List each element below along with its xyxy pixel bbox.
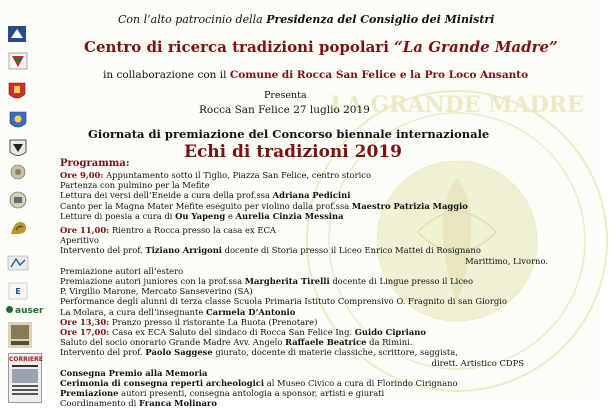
program-line: dirett. Artistico CDPS [431, 357, 524, 368]
program-line: Ore 9,00: Appuntamento sotto il Tiglio, Piazza San Felice, centro storico [60, 170, 371, 180]
svg-text:LA GRANDE MADRE: LA GRANDE MADRE [330, 92, 584, 118]
program-line: Partenza con pulmino per la Mefite [60, 180, 210, 191]
sponsor-logo-10 [8, 282, 28, 300]
program-line: Ore 11,00: Rientro a Rocca presso la casa ex ECA [60, 225, 276, 236]
auser-logo: auser [6, 306, 52, 318]
center-name: Centro di ricerca tradizioni popolari [84, 38, 395, 56]
presenta-label: Presenta [264, 90, 307, 101]
corriere-newspaper-logo: CORRIERE [8, 353, 42, 403]
program-line: Premiazione autori juniores con la prof.ssa Margherita Tirelli docente di Lingue presso il Liceo [60, 276, 474, 287]
sponsor-logo-6 [8, 164, 28, 180]
association-crest-logo [8, 138, 28, 160]
regione-campania-logo [8, 52, 28, 70]
program-line: P. Virgilio Marone, Mercato Sanseverino (SA) [60, 286, 253, 297]
program-line: Intervento del prof. Tiziano Arrigoni docente di Storia presso il Liceo Enrico Mattei di Rosignano [60, 245, 481, 256]
collaboration-line [103, 69, 528, 81]
program-line: Marittimo, Livorno. [465, 255, 548, 266]
program-line: Premiazione autori presenti, consegna antologia a sponsor, artisti e giurati [60, 388, 385, 399]
sponsor-logo-1 [8, 26, 26, 42]
patronage-prefix: Con l’alto patrocinio della [118, 13, 267, 26]
program-line: Letture di poesia a cura di Ou Yapeng e Aurelia Cinzia Messina [60, 210, 344, 221]
program-line: Coordinamento di Franca Molinaro [60, 398, 217, 409]
program-line: Lettura dei versi dell’Eneide a cura della prof.ssa Adriana Pedicini [60, 190, 351, 201]
comune-crest-logo [8, 82, 26, 102]
svg-text:E: E [15, 287, 21, 296]
center-quote: “La Grande Madre” [394, 38, 558, 56]
program-line: Performance degli alunni di terza classe Scuola Primaria Istituto Comprensivo O. Fragnito di san Giorgio [60, 296, 507, 307]
patronage-line [118, 13, 494, 26]
program-line: Ore 17,00: Casa ex ECA Saluto del sindaco di Rocca San Felice Ing. Guido Cipriano [60, 327, 426, 338]
sponsor-logo-7 [8, 190, 28, 210]
sponsor-logo-9 [8, 256, 28, 270]
patronage-org: Presidenza del Consiglio dei Ministri [266, 13, 495, 26]
program-line: Cerimonia di consegna reperti archeologici al Museo Civico a cura di Florindo Cirignano [60, 378, 458, 389]
event-title: Echi di tradizioni 2019 [184, 142, 402, 162]
program-line: Canto per la Magna Mater Mefite eseguito per violino dalla prof.ssa Maestro Patrizia Maggio [60, 200, 468, 211]
program-section [60, 158, 596, 409]
center-name-line [84, 38, 558, 56]
program-line: Ore 13,30: Pranzo presso il ristorante La Ruota (Prenotare) [60, 316, 318, 327]
sponsor-logo-12 [8, 322, 32, 348]
pro-loco-crest-logo [8, 110, 28, 132]
program-line: Intervento del prof. Paolo Saggese giurato, docente di materie classiche, scrittore, saggista, [60, 347, 458, 358]
program-line: Premiazione autori all’estero [60, 265, 184, 276]
program-heading: Programma: [60, 158, 130, 169]
collab-prefix: in collaborazione con il [103, 69, 230, 81]
giornata-line: Giornata di premiazione del Concorso biennale internazionale [88, 127, 490, 141]
place-date: Rocca San Felice 27 luglio 2019 [199, 104, 370, 116]
collab-comune: Comune di Rocca San Felice e la Pro Loco Ansanto [229, 69, 529, 81]
sponsor-logo-8 [8, 220, 30, 236]
program-line: Saluto del socio onorario Grande Madre Avv. Angelo Raffaele Beatrice da Rimini. [60, 337, 413, 348]
program-line: Aperitivo [60, 235, 99, 246]
program-line: La Molara, a cura dell’insegnante Carmela D’Antonio [60, 306, 296, 317]
program-line: Consegna Premio alla Memoria [60, 367, 208, 378]
